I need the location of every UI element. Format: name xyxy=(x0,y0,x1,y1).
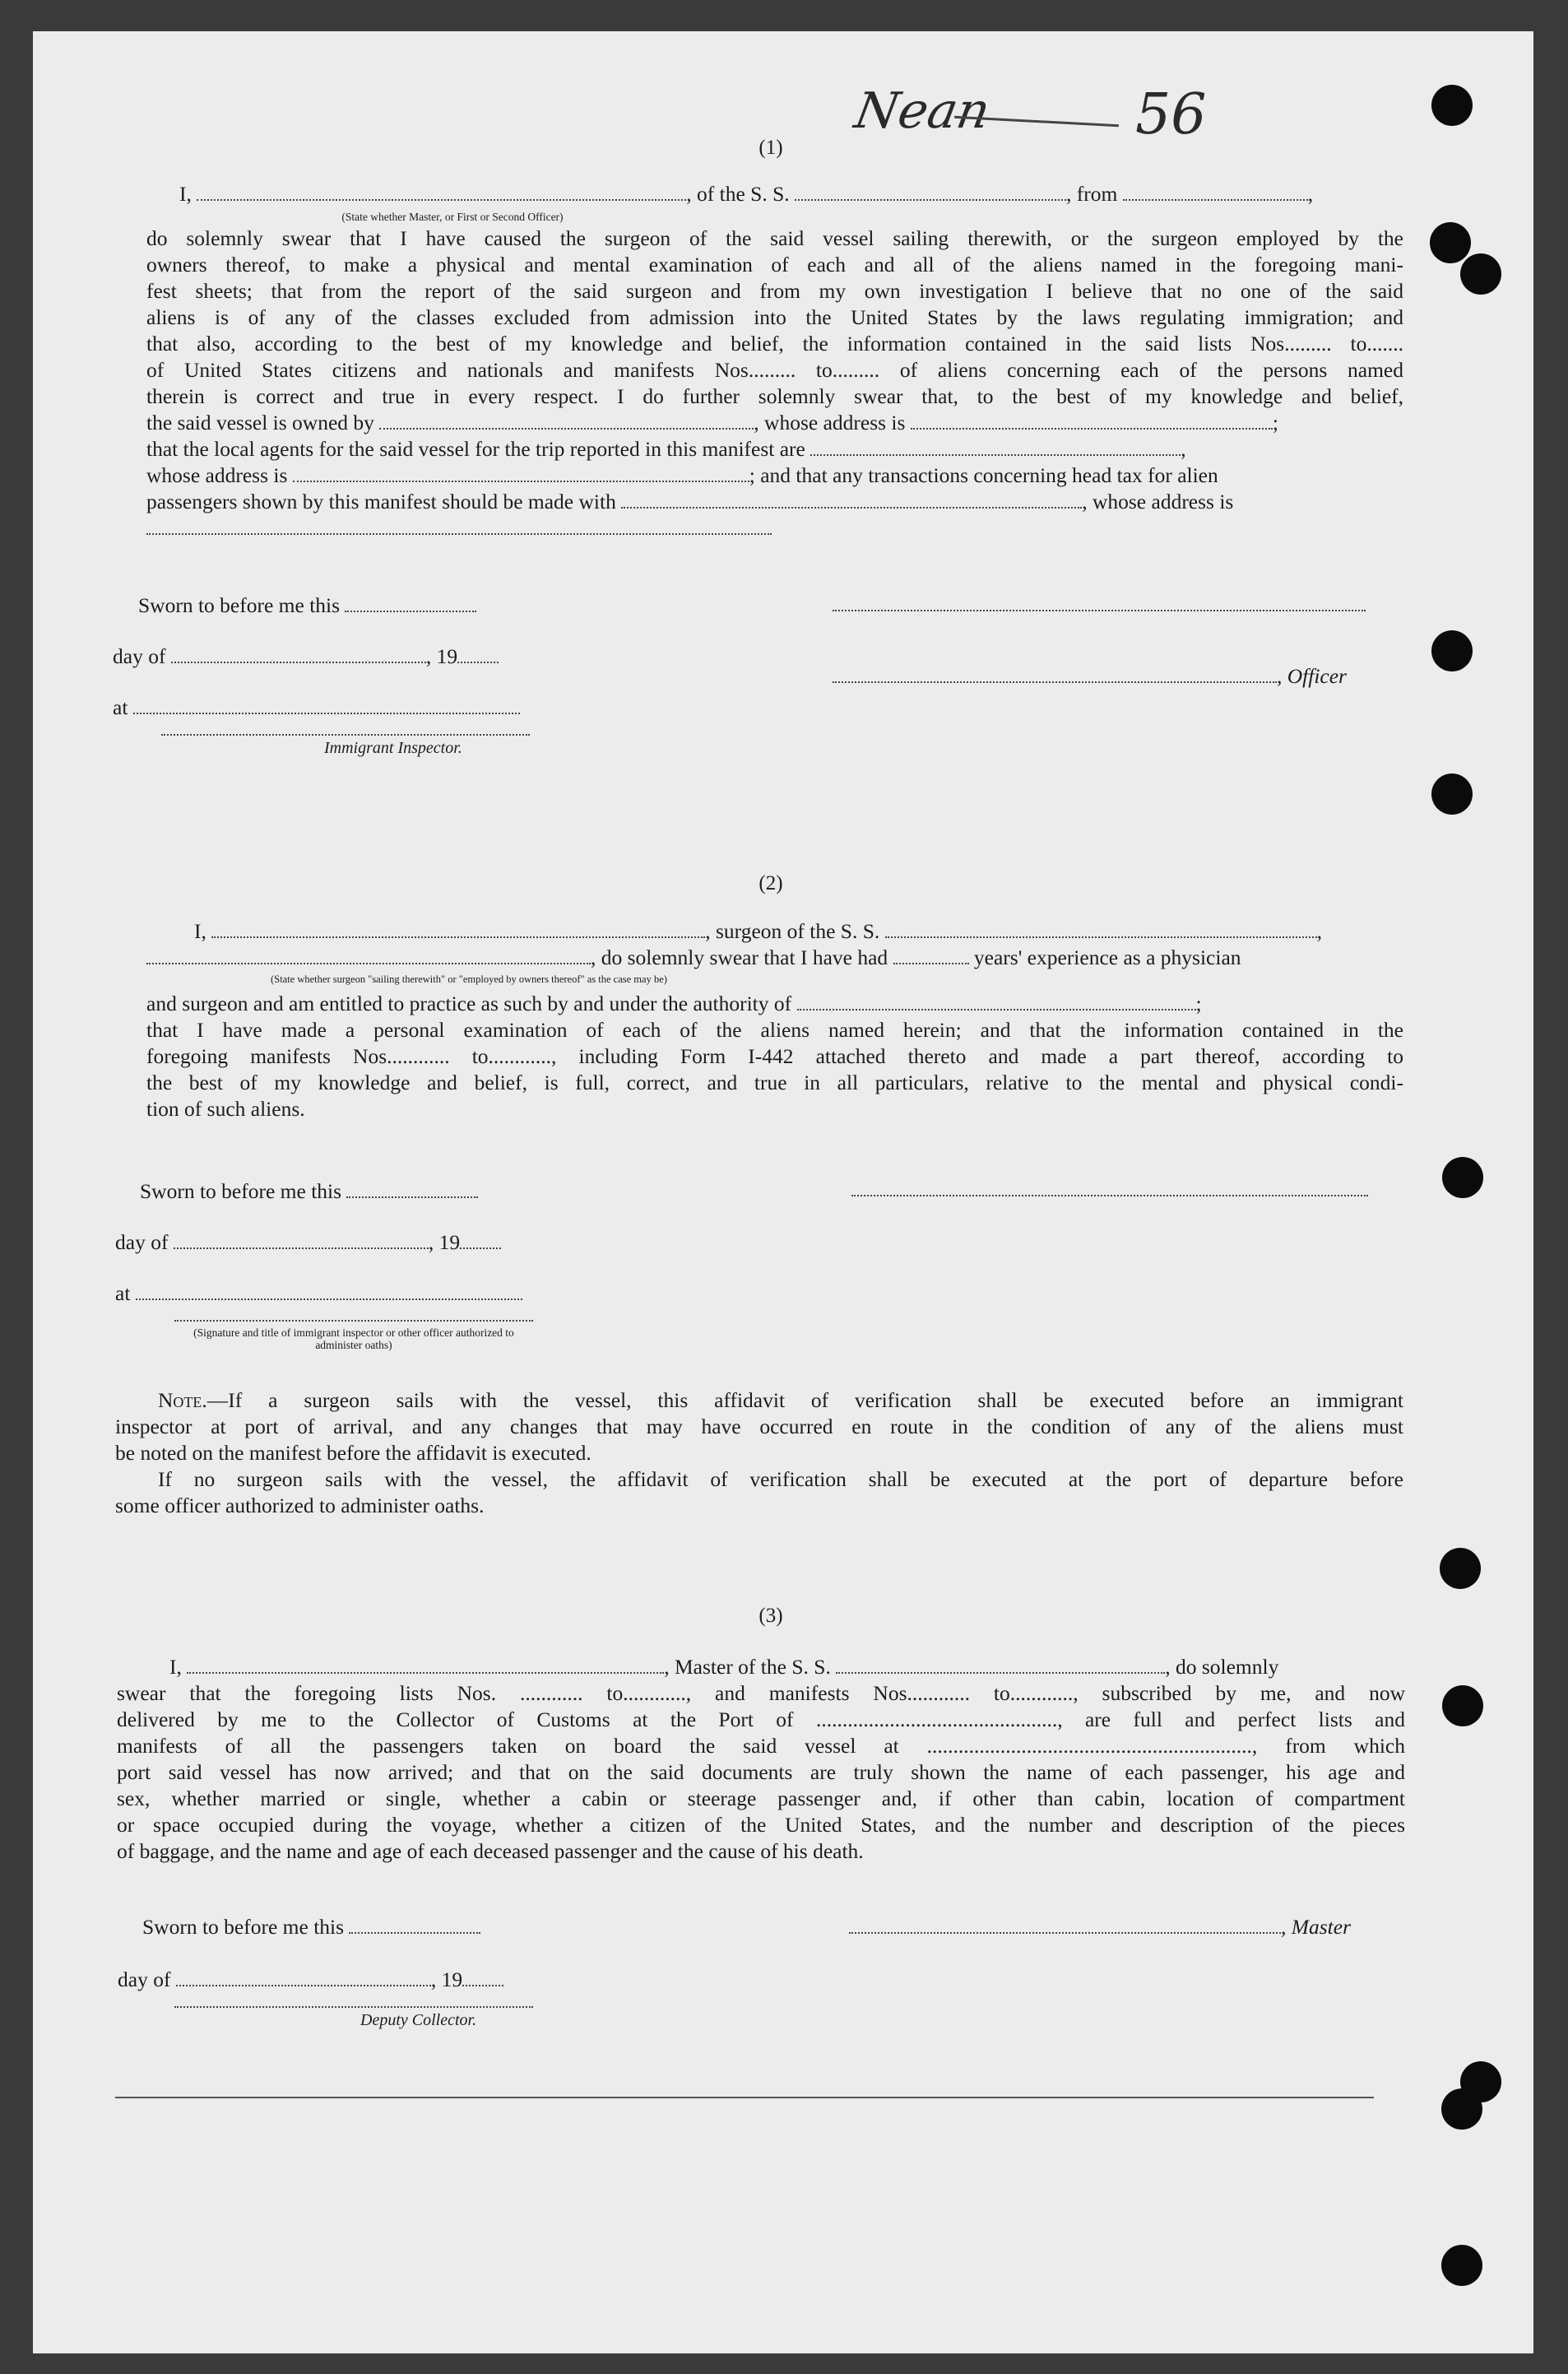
sworn-line xyxy=(140,1178,478,1204)
sworn-line xyxy=(138,592,476,618)
text: and surgeon and am entitled to practice as such by and under the authority of xyxy=(146,992,792,1015)
ship-name-field[interactable] xyxy=(885,918,1317,938)
section2-body: and surgeon and am entitled to practice as such by and under the authority of ; that I have made a personal examination of each of the aliens named herein; and that the information contained in the foregoing manifests Nos............ to............, including Form I-442 attached thereto and made a part thereof, according to the best of my knowledge and belief, is full, correct, and true in all particulars, relative to the mental and physical condi- tion of such aliens. xyxy=(146,992,1403,1121)
years-field[interactable] xyxy=(893,945,969,964)
section1-oath xyxy=(146,181,1403,207)
text: ; and that any transactions concerning head tax for alien xyxy=(749,463,1218,487)
section-number: (3) xyxy=(758,1605,783,1627)
day-field[interactable] xyxy=(176,1967,431,1986)
field-caption: (State whether Master, or First or Second Officer) xyxy=(341,211,564,223)
surgeon-signature-line[interactable] xyxy=(851,1195,1368,1196)
section1-body: do solemnly swear that I have caused the surgeon of the said vessel sailing therewith, or the surgeon employed by the owners thereof, to make a physical and mental examination of each and all of the aliens named in the foregoing mani- fest sheets; that from the report of the said surgeon and from my own investigation I believe that no one of the said aliens is of any of the classes excluded from admission into the United States by the laws regulating immigration; and that also, according to the best of my knowledge and belief, the information contained in the said lists Nos......... to....... of United States citizens and nationals and manifests Nos......... to......... of aliens concerning each of the persons named therein is correct and true in every respect. I do further solemnly swear that, to the best of my knowledge and belief, the said vessel is owned by , whose address is ; that the local agents for the said vessel for the trip reported in this manifest are , whose address is ; and that any transactions concerning head tax for alien passengers shown by this manifest should be made with , whose address is xyxy=(146,225,1403,541)
text: , Master xyxy=(1281,1915,1351,1939)
paragraph-line xyxy=(115,1387,1403,1414)
from-port-field[interactable] xyxy=(1123,181,1308,201)
paragraph-line: do solemnly swear that I have caused the surgeon of the said vessel sailing therewith, or the surgeon employed by the xyxy=(146,226,1403,250)
section2-oath: I, , surgeon of the S. S. , , do solemnly swear that I have had years' experience as a physician xyxy=(146,918,1403,971)
owner-field[interactable] xyxy=(379,410,754,430)
collector-caption: Deputy Collector. xyxy=(360,2011,477,2029)
text: , xyxy=(1307,182,1314,206)
sworn-date-field[interactable] xyxy=(349,1914,480,1934)
text: , of the S. S. xyxy=(686,182,790,206)
paragraph-line: sex, whether married or single, whether a cabin or steerage passenger and, if other than cabin, location of compartment xyxy=(117,1786,1405,1810)
note-label: Note. xyxy=(158,1388,207,1412)
punch-hole xyxy=(1431,85,1473,126)
authority-field[interactable] xyxy=(797,991,1196,1010)
text: , 19 xyxy=(430,1967,463,1991)
collector-signature-line[interactable] xyxy=(174,2006,533,2008)
handwritten-name: Nean xyxy=(850,82,995,140)
paragraph-line: the best of my knowledge and belief, is full, correct, and true in all particulars, relative to the mental and physical condi- xyxy=(146,1071,1403,1094)
paragraph-line: of United States citizens and nationals and manifests Nos......... to......... of aliens concerning each of the persons named xyxy=(146,358,1403,382)
text: , surgeon of the S. S. xyxy=(705,919,880,943)
text: , whose address is xyxy=(754,411,906,434)
text: , from xyxy=(1066,182,1118,206)
paragraph-line: aliens is of any of the classes excluded from admission into the United States by the laws regulating immigration; and xyxy=(146,305,1403,329)
paragraph-line: inspector at port of arrival, and any changes that may have occurred en route in the condition of any of the aliens must xyxy=(115,1415,1403,1438)
text: , Officer xyxy=(1277,664,1347,688)
officer-name-field[interactable] xyxy=(197,181,686,201)
text: , whose address is xyxy=(1082,490,1234,513)
punch-hole xyxy=(1442,1157,1483,1198)
inspector-caption: Immigrant Inspector. xyxy=(324,739,462,757)
text: years' experience as a physician xyxy=(973,945,1241,969)
field-caption: (State whether surgeon "sailing therewith" or "employed by owners thereof" as the case may be) xyxy=(271,973,667,985)
agent-address-field[interactable] xyxy=(293,462,749,482)
punch-hole xyxy=(1441,2088,1482,2130)
inspector-signature-line[interactable] xyxy=(174,1320,533,1322)
text: I, xyxy=(179,182,192,206)
text: I, xyxy=(194,919,206,943)
inspector-signature-line[interactable] xyxy=(161,734,530,736)
punch-hole xyxy=(1442,1685,1483,1726)
signature-caption: (Signature and title of immigrant inspector or other officer authorized to administer oaths) xyxy=(193,1326,514,1351)
officer-signature-line[interactable] xyxy=(833,610,1366,611)
text: , 19 xyxy=(428,1230,461,1254)
surgeon-name-field[interactable] xyxy=(211,918,705,938)
section3-body xyxy=(117,1654,1405,1865)
text: —If a surgeon sails with the vessel, this affidavit of verification shall be executed before an immigrant xyxy=(206,1388,1403,1412)
text: day of xyxy=(118,1967,171,1991)
paragraph-line: some officer authorized to administer oaths. xyxy=(115,1494,485,1517)
paragraph-line: owners thereof, to make a physical and mental examination of each and all of the aliens named in the foregoing mani- xyxy=(146,253,1403,276)
text: day of xyxy=(115,1230,169,1254)
at-line xyxy=(115,1280,522,1306)
text: I, xyxy=(169,1655,182,1679)
head-tax-address-field[interactable] xyxy=(146,515,772,535)
text: at xyxy=(113,695,128,719)
day-line xyxy=(118,1967,503,1992)
master-line xyxy=(849,1914,1351,1940)
punch-hole xyxy=(1431,630,1473,671)
at-place-field[interactable] xyxy=(136,1280,522,1300)
surgeon-status-field[interactable] xyxy=(146,945,591,964)
paragraph-line: be noted on the manifest before the affidavit is executed. xyxy=(115,1441,591,1465)
note xyxy=(115,1387,1403,1519)
paragraph-line: that also, according to the best of my knowledge and belief, the information contained in the said lists Nos......... to....... xyxy=(146,332,1403,355)
paragraph-line: delivered by me to the Collector of Customs at the Port of .............................................., are full and perfect lists and xyxy=(117,1707,1405,1731)
sworn-date-field[interactable] xyxy=(345,592,476,612)
local-agents-field[interactable] xyxy=(810,436,1181,456)
master-name-field[interactable] xyxy=(187,1654,664,1674)
paragraph-line: that I have made a personal examination of each of the aliens named herein; and that the information contained in the xyxy=(146,1018,1403,1042)
ship-name-field[interactable] xyxy=(836,1654,1165,1674)
officer-title-field[interactable] xyxy=(833,663,1277,683)
text: day of xyxy=(113,644,166,668)
sworn-date-field[interactable] xyxy=(346,1178,478,1198)
text: , Master of the S. S. xyxy=(664,1655,831,1679)
handwritten-number: 56 xyxy=(1135,82,1207,147)
text: that the local agents for the said vessel for the trip reported in this manifest are xyxy=(146,437,805,461)
text: Sworn to before me this xyxy=(142,1915,345,1939)
day-field[interactable] xyxy=(174,1229,429,1249)
day-field[interactable] xyxy=(171,643,426,663)
text: , do solemnly xyxy=(1165,1655,1279,1679)
text: , 19 xyxy=(425,644,458,668)
year-field[interactable] xyxy=(457,643,499,663)
paragraph-line: swear that the foregoing lists Nos. ............ to............, and manifests Nos............ to............, subscribed by me, and now xyxy=(117,1681,1405,1705)
year-field[interactable] xyxy=(462,1967,503,1986)
sworn-line xyxy=(142,1914,480,1940)
paragraph-line: port said vessel has now arrived; and that on the said documents are truly shown the name of each passenger, his age and xyxy=(117,1760,1405,1784)
document-page xyxy=(33,31,1533,2353)
bottom-rule xyxy=(115,2097,1374,2098)
text: passengers shown by this manifest should be made with xyxy=(146,490,616,513)
day-line xyxy=(115,1229,501,1255)
officer-line xyxy=(833,663,1347,689)
text: , do solemnly swear that I have had xyxy=(591,945,888,969)
paragraph-line: of baggage, and the name and age of each deceased passenger and the cause of his death. xyxy=(117,1839,864,1863)
punch-hole xyxy=(1430,222,1471,263)
day-line xyxy=(113,643,499,669)
punch-hole xyxy=(1440,1548,1481,1589)
owner-address-field[interactable] xyxy=(911,410,1273,430)
punch-hole xyxy=(1460,253,1501,295)
master-signature-field[interactable] xyxy=(849,1914,1281,1934)
text: Sworn to before me this xyxy=(140,1179,342,1203)
head-tax-party-field[interactable] xyxy=(621,489,1082,509)
text: at xyxy=(115,1281,131,1305)
text: the said vessel is owned by xyxy=(146,411,374,434)
paragraph-line: or space occupied during the voyage, whether a citizen of the United States, and the number and description of the pieces xyxy=(117,1813,1405,1837)
at-place-field[interactable] xyxy=(133,695,520,714)
paragraph-line: fest sheets; that from the report of the said surgeon and from my own investigation I believe that no one of the said xyxy=(146,279,1403,303)
section-number: (2) xyxy=(758,872,783,894)
paragraph-line: If no surgeon sails with the vessel, the affidavit of verification shall be executed at the port of departure before xyxy=(158,1467,1403,1491)
paragraph-line: tion of such aliens. xyxy=(146,1097,305,1121)
paragraph-line: foregoing manifests Nos............ to............, including Form I-442 attached thereto and made a part thereof, according to xyxy=(146,1044,1403,1068)
punch-hole xyxy=(1441,2245,1482,2286)
punch-hole xyxy=(1431,774,1473,815)
section-number: (1) xyxy=(758,137,783,159)
paragraph-line: manifests of all the passengers taken on board the said vessel at .............................................................., from which xyxy=(117,1734,1405,1758)
at-line xyxy=(113,695,520,720)
paragraph-line: therein is correct and true in every respect. I do further solemnly swear that, to the best of my knowledge and belief, xyxy=(146,384,1403,408)
text: Sworn to before me this xyxy=(138,593,341,617)
ship-name-field[interactable] xyxy=(795,181,1066,201)
year-field[interactable] xyxy=(460,1229,501,1249)
text: whose address is xyxy=(146,463,288,487)
